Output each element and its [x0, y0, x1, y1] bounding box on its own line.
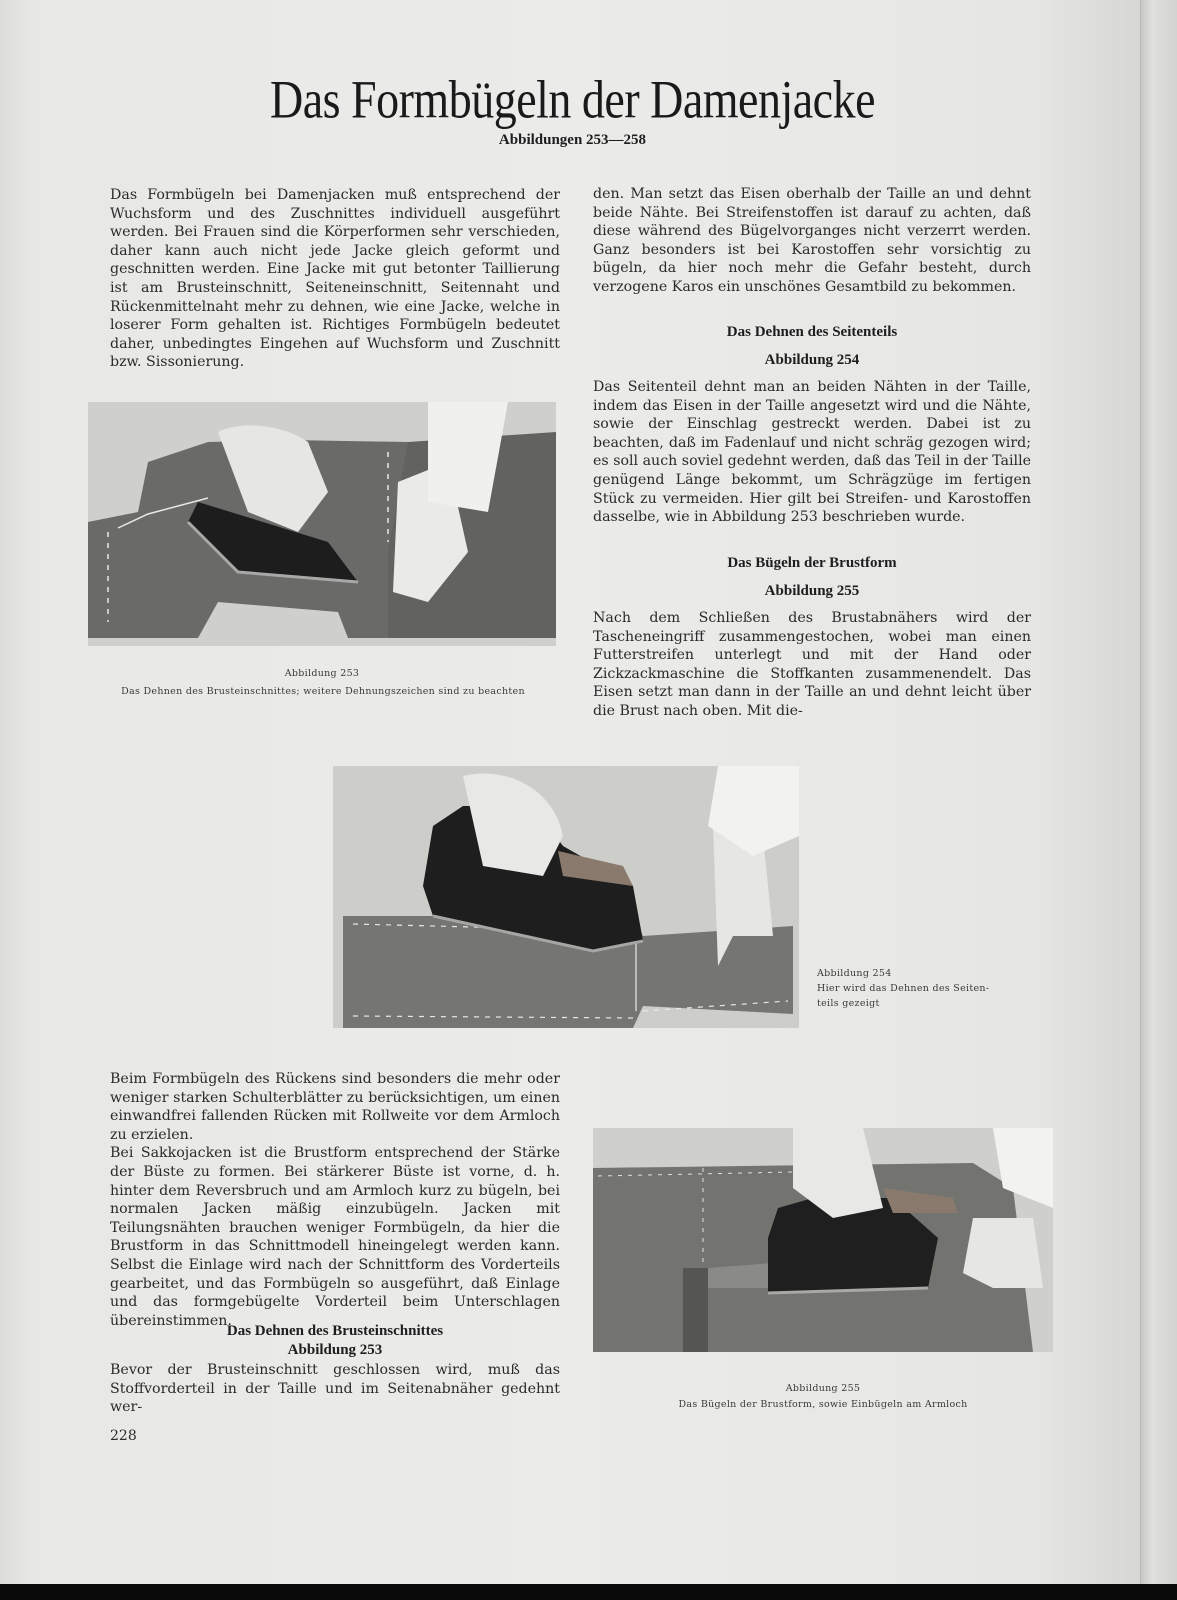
figure-254-caption-line2: teils gezeigt — [817, 998, 880, 1009]
section-heading-brusteinschnitt: Das Dehnen des Brusteinschnittes — [226, 1323, 444, 1339]
lower-left-paragraphs — [110, 1070, 560, 1330]
seitenteil-paragraph — [593, 378, 1031, 527]
figure-255-illustration — [593, 1128, 1053, 1352]
figure-253-caption: Das Dehnen des Brusteinschnittes; weitere Dehnungszeichen sind zu beachten — [121, 686, 525, 697]
continuation-text: den. Man setzt das Eisen oberhalb der Taille an und dehnt beide Nähte. Bei Streifenstoffen ist darauf zu achten, daß diese während des Bügelvorganges nicht verzerrt werden. Ganz besonders ist bei Karostoffen sehr vorsichtig zu bügeln, da hier noch mehr die Gefahr besteht, durch verzogene Karos ein unschönes Gesamtbild zu bekommen. — [593, 186, 1031, 295]
section-heading-seitenteil: Das Dehnen des Seitenteils — [726, 324, 898, 340]
figure-253-photo — [88, 402, 556, 646]
ruecken-text: Beim Formbügeln des Rückens sind besonders die mehr oder weniger starken Schulterblätter zu berücksichtigen, um einen einwandfrei fallenden Rücken mit Rollweite vor dem Armloch zu erzielen. — [110, 1071, 560, 1143]
brusteinschnitt-paragraph — [110, 1361, 560, 1417]
seitenteil-text: Das Seitenteil dehnt man an beiden Nähten in der Taille, indem das Eisen in der Taille angesetzt wird und die Nähte, sowie der Einschlag gestreckt werden. Dabei ist zu beachten, daß im Fadenlauf und nicht schräg gezogen wird; es soll auch soviel gedehnt werden, daß das Teil in der Taille genügend Länge bekommt, um Schrägzüge im fertigen Stück zu vermeiden. Hier gilt bei Streifen- und Karostoffen dasselbe, wie in Abbildung 253 beschrieben wurde. — [593, 379, 1031, 526]
sakkojacken-text: Bei Sakkojacken ist die Brustform entsprechend der Stärke der Büste zu formen. Bei stärkerer Büste ist vorne, d. h. hinter dem Reversbruch und am Armloch kurz zu bügeln, bei normalen Jacken mäßig einzubügeln. Jacken mit Teilungsnähten brauchen weniger Formbügeln, da hier die Brustform in das Schnittmodell hineingelegt werden kann. Selbst die Einlage wird nach der Schnittform des Vorderteils gearbeitet, und das Formbügeln so ausgeführt, daß Einlage und das formgebügelte Vorderteil beim Unterschlagen übereinstimmen. — [110, 1145, 560, 1329]
figure-253-illustration — [88, 402, 556, 646]
figure-254-caption-line1: Hier wird das Dehnen des Seiten- — [817, 983, 990, 994]
intro-paragraph — [110, 186, 560, 372]
figure-254-illustration — [333, 766, 799, 1028]
brusteinschnitt-text: Bevor der Brusteinschnitt geschlossen wird, muß das Stoffvorderteil in der Taille und im Seitenabnäher gedehnt wer- — [110, 1362, 560, 1416]
figure-253-label: Abbildung 253 — [284, 668, 360, 679]
intro-text: Das Formbügeln bei Damenjacken muß entsprechend der Wuchsform und des Zuschnittes individuell ausgeführt werden. Bei Frauen sind die Körperformen sehr verschieden, daher kann auch nicht jede Jacke gleich geformt und geschnitten werden. Eine Jacke mit gut betonter Taillierung ist am Brusteinschnitt, Seiteneinschnitt, Seitennaht und Rückenmittelnaht mehr zu dehnen, wie eine Jacke, welche in loserer Form gehalten ist. Richtiges Formbügeln bedeutet daher, unbedingtes Eingehen auf Wuchsform und Zuschnitt bzw. Sissonierung. — [110, 187, 560, 371]
section-figref-255: Abbildung 255 — [764, 583, 860, 599]
figure-255-caption: Das Bügeln der Brustform, sowie Einbügeln am Armloch — [678, 1399, 968, 1410]
section-heading-brustform: Das Bügeln der Brustform — [727, 555, 897, 571]
page-subtitle: Abbildungen 253—258 — [498, 132, 647, 148]
page-number: 228 — [110, 1428, 137, 1444]
figure-254-label: Abbildung 254 — [817, 968, 892, 979]
figure-255-photo — [593, 1128, 1053, 1352]
brustform-paragraph — [593, 609, 1031, 721]
page-title: Das Formbügeln der Damenjacke — [269, 69, 876, 130]
section-figref-253: Abbildung 253 — [287, 1342, 383, 1358]
continuation-paragraph — [593, 185, 1031, 297]
figure-255-label: Abbildung 255 — [785, 1383, 861, 1394]
brustform-text: Nach dem Schließen des Brustabnähers wird der Tascheneingriff zusammengestochen, wobei man einen Futterstreifen unterlegt und mit der Hand oder Zickzackmaschine die Stoffkanten zusammenendelt. Das Eisen setzt man dann in der Taille an und dehnt leicht über die Brust nach oben. Mit die- — [593, 610, 1031, 719]
figure-254-photo — [333, 766, 799, 1028]
book-spine — [1140, 0, 1177, 1590]
section-figref-254: Abbildung 254 — [764, 352, 860, 368]
scan-edge — [0, 1584, 1177, 1600]
